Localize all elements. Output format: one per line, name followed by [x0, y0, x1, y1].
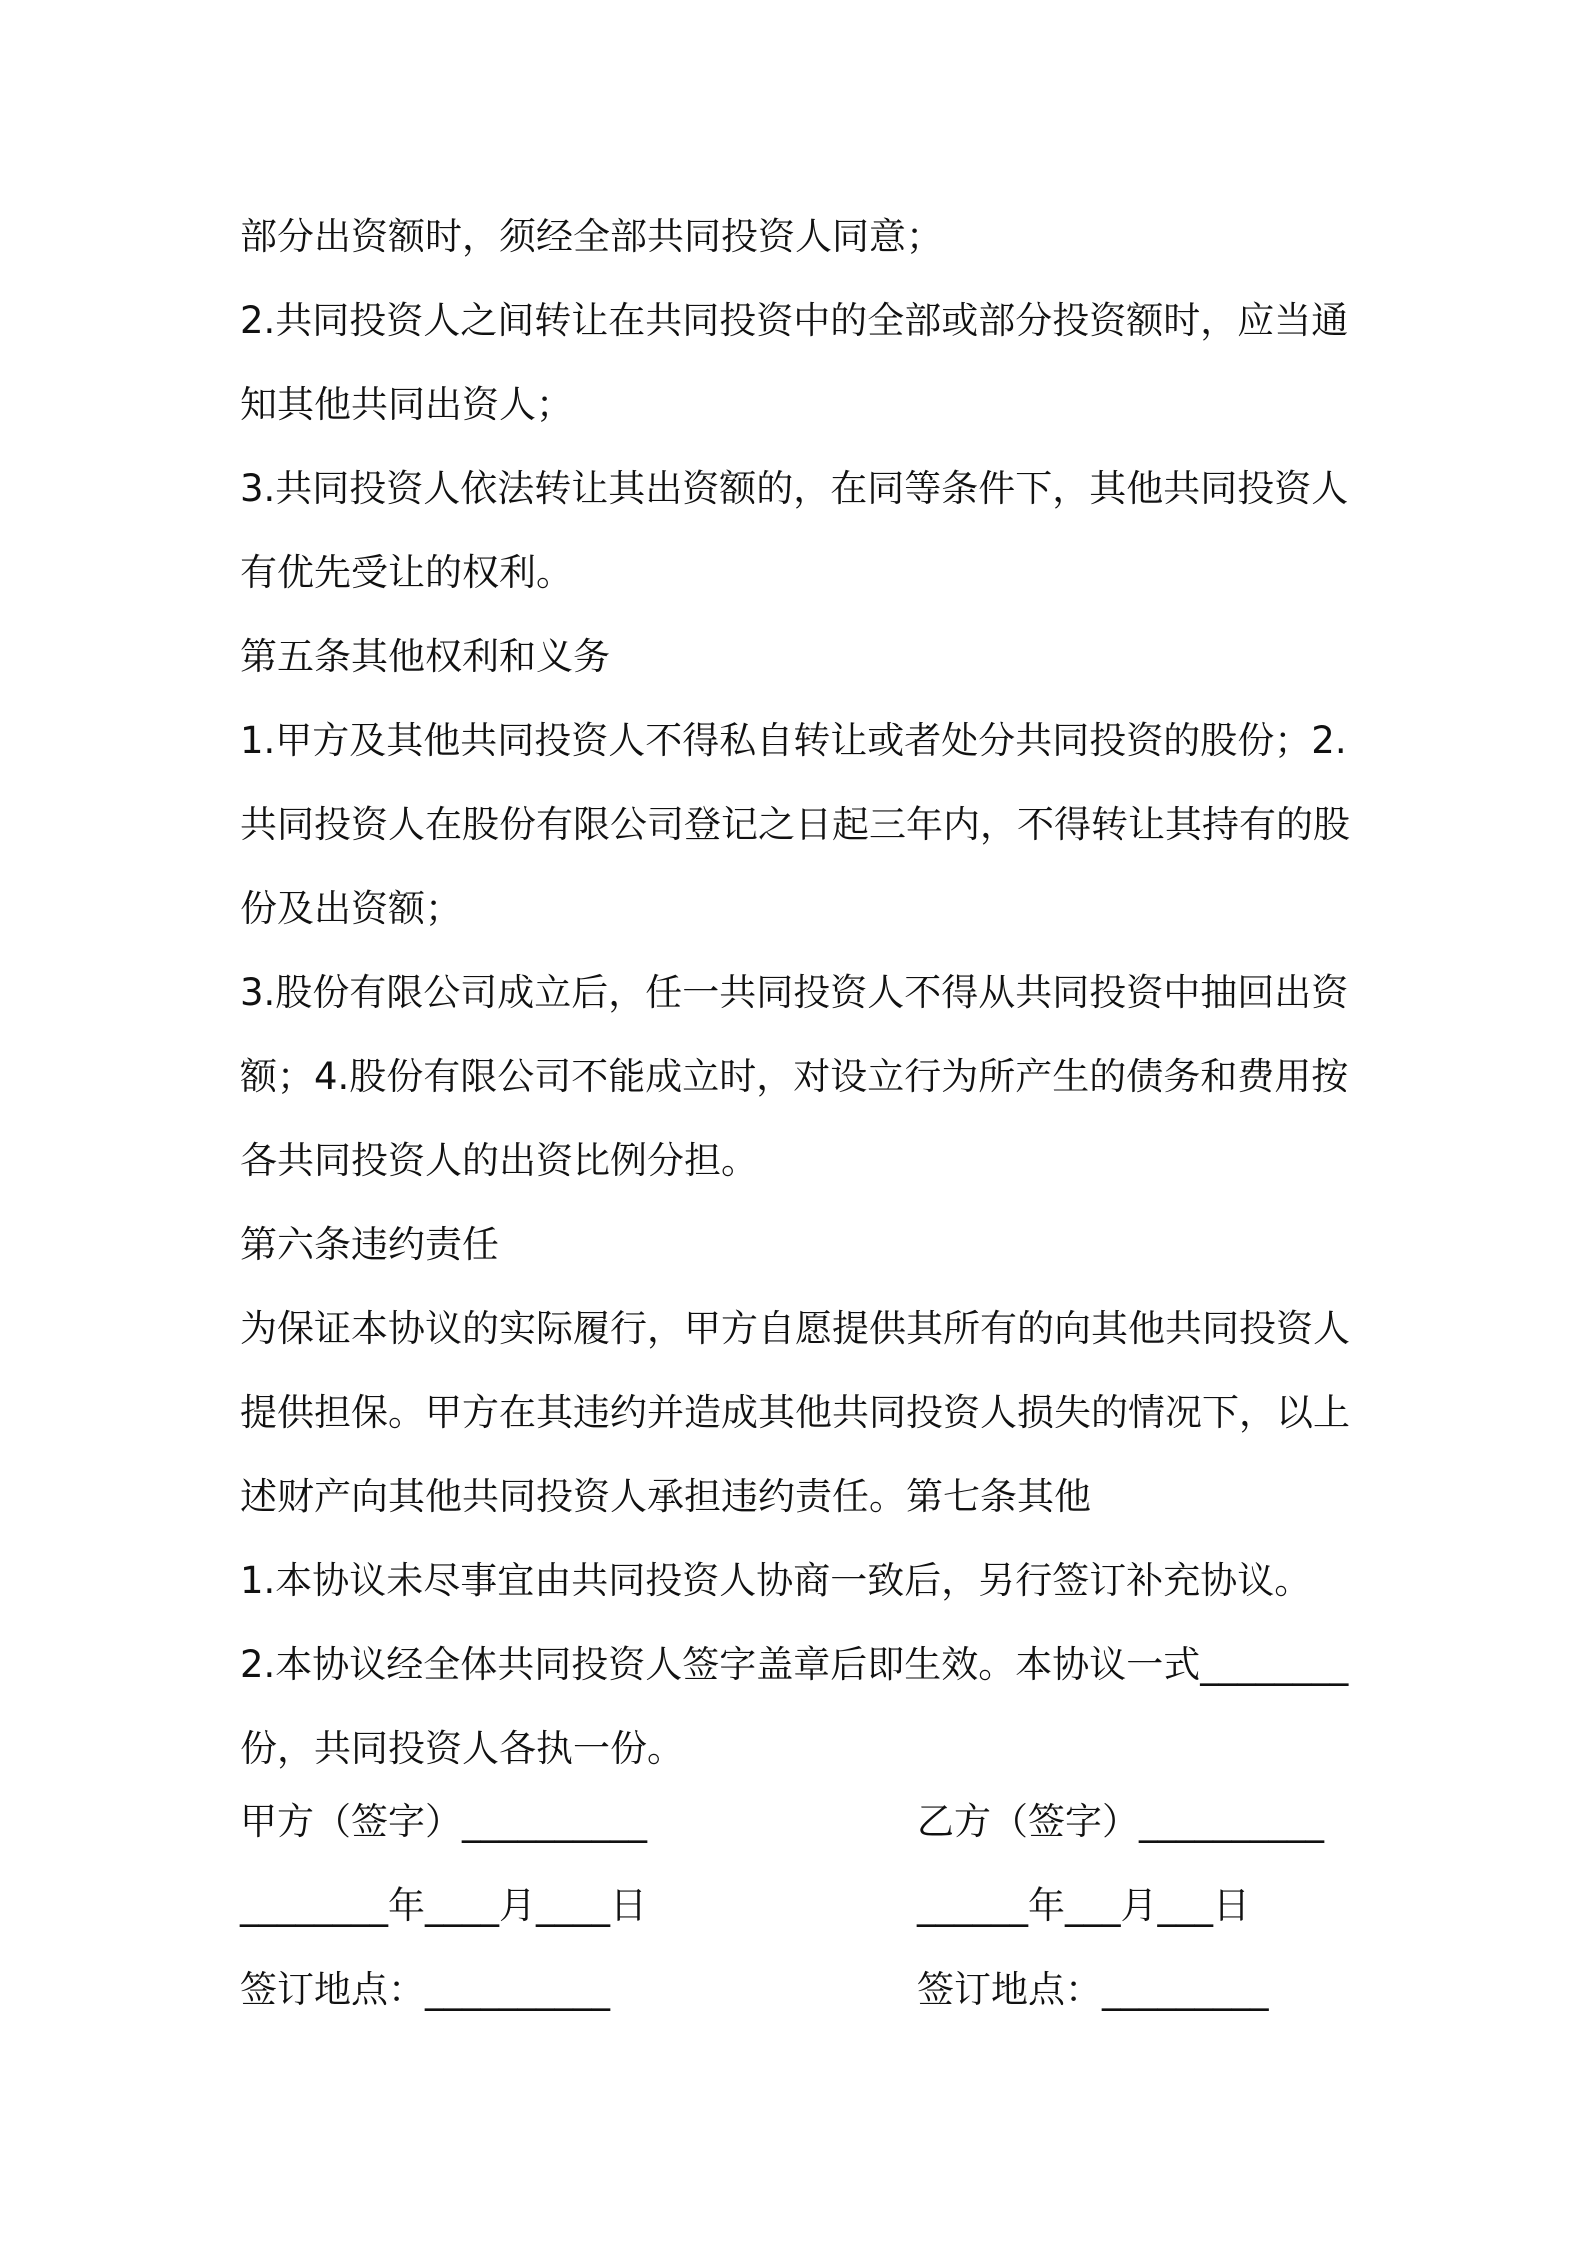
- body-line: 额；4.股份有限公司不能成立时，对设立行为所产生的债务和费用按: [240, 1055, 1349, 1098]
- body-line: 共同投资人在股份有限公司登记之日起三年内，不得转让其持有的股: [240, 803, 1350, 846]
- party-a-signature: 甲方（签字）__________: [240, 1800, 647, 1843]
- party-b-signature: 乙方（签字）__________: [917, 1800, 1324, 1843]
- signature-row: [240, 1780, 1360, 1864]
- body-line: 份及出资额；: [240, 887, 462, 930]
- body-line: 3.共同投资人依法转让其出资额的，在同等条件下，其他共同投资人: [240, 467, 1349, 510]
- party-a-place: 签订地点：__________: [240, 1968, 610, 2011]
- body-line: 述财产向其他共同投资人承担违约责任。第七条其他: [240, 1475, 1091, 1518]
- party-b-place: 签订地点：_________: [917, 1968, 1269, 2011]
- party-a-date: ________年____月____日: [240, 1884, 647, 1927]
- party-b-date: ______年___月___日: [917, 1884, 1250, 1927]
- body-line: 各共同投资人的出资比例分担。: [240, 1139, 758, 1182]
- date-row: [240, 1864, 1360, 1948]
- body-line: 1.本协议未尽事宜由共同投资人协商一致后，另行签订补充协议。: [240, 1559, 1312, 1602]
- body-line: 知其他共同出资人；: [240, 383, 573, 426]
- body-line: 2.本协议经全体共同投资人签字盖章后即生效。本协议一式________: [240, 1643, 1349, 1686]
- agreement-body: [240, 195, 1360, 1791]
- body-line: 部分出资额时，须经全部共同投资人同意；: [240, 215, 943, 258]
- body-line: 提供担保。甲方在其违约并造成其他共同投资人损失的情况下，以上: [240, 1391, 1350, 1434]
- body-line: 份，共同投资人各执一份。: [240, 1727, 684, 1770]
- body-line: 1.甲方及其他共同投资人不得私自转让或者处分共同投资的股份；2.: [240, 719, 1347, 762]
- body-line: 为保证本协议的实际履行，甲方自愿提供其所有的向其他共同投资人: [240, 1307, 1350, 1350]
- body-line: 2.共同投资人之间转让在共同投资中的全部或部分投资额时，应当通: [240, 299, 1349, 342]
- article-heading: 第六条违约责任: [240, 1223, 499, 1266]
- body-line: 有优先受让的权利。: [240, 551, 573, 594]
- signature-section: [240, 1780, 1360, 2032]
- article-heading: 第五条其他权利和义务: [240, 635, 610, 678]
- place-row: [240, 1948, 1360, 2032]
- body-line: 3.股份有限公司成立后，任一共同投资人不得从共同投资中抽回出资: [240, 971, 1349, 1014]
